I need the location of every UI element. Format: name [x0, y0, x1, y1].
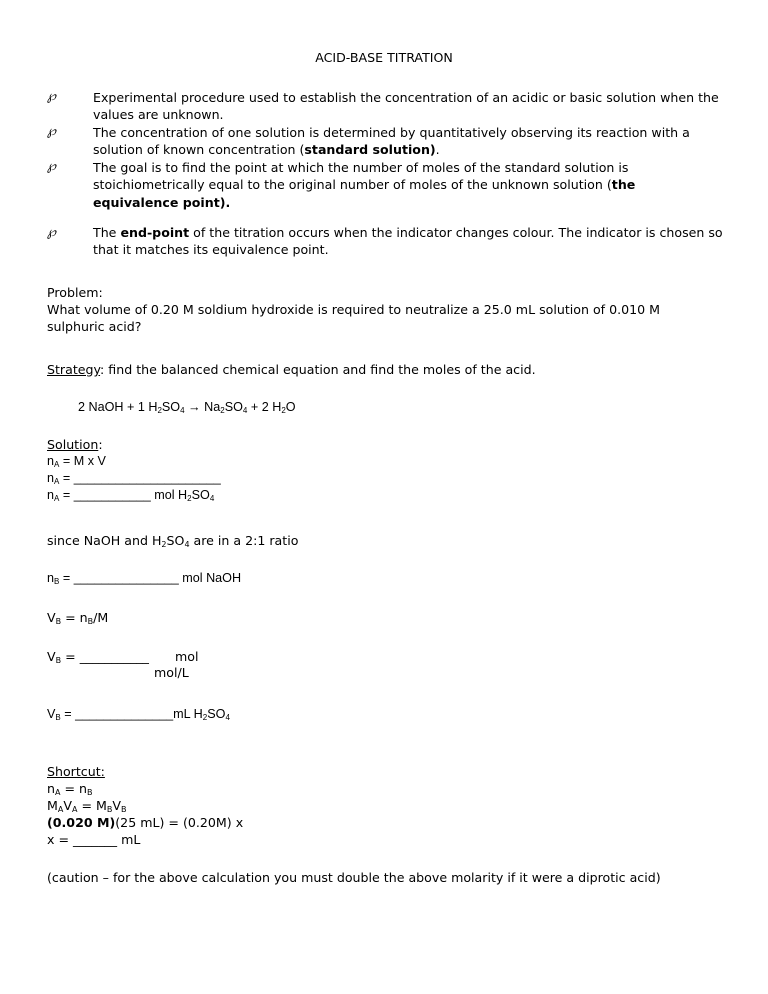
solution-line: $n_A$ = ___________ mol $H_2SO_4$: [47, 488, 215, 503]
bullet-icon: ℘: [47, 124, 57, 139]
strategy-label: Strategy: [47, 362, 101, 377]
fraction-numerator: mol: [175, 649, 199, 664]
solution-line: $n_A = M$ x V: [47, 454, 106, 469]
strategy-line: Strategy: find the balanced chemical equation and find the moles of the acid.: [47, 362, 536, 377]
shortcut-label: Shortcut:: [47, 764, 105, 779]
volume-formula: $V_B = n_B/M$: [47, 610, 109, 626]
shortcut-line: x = _______ mL: [47, 832, 141, 847]
moles-base-line: $n_B$ = _______________ mol NaOH: [47, 571, 242, 586]
shortcut-line: $n_A = n_B$: [47, 781, 93, 797]
solution-line: $n_A$ = _____________________: [47, 471, 221, 486]
solution-label: Solution:: [47, 437, 103, 452]
bullet-icon: ℘: [47, 159, 57, 174]
page-title: ACID-BASE TITRATION: [315, 50, 453, 65]
problem-text: sulphuric acid?: [47, 319, 142, 334]
bullet-icon: ℘: [47, 225, 57, 240]
bullet-icon: ℘: [47, 89, 57, 104]
bullet-paragraph: The goal is to find the point at which the number of moles of the standard solution is stoichiometrically equal to the original number of moles of the unknown solution (the equivalence point).: [93, 160, 636, 210]
shortcut-line: $M_AV_A = M_BV_B$: [47, 798, 127, 814]
chemical-equation: 2 NaOH + 1 $H_2SO_4 \to Na_2SO_4 + 2$ $H_2O$: [78, 400, 296, 415]
bullet-paragraph: The concentration of one solution is determined by quantitatively observing its reaction with a solution of known concentration (standard solution).: [93, 125, 690, 158]
volume-fraction: $V_B$ = ___________: [47, 649, 149, 665]
shortcut-line: (0.020 M)(25 mL) = (0.20M) x: [47, 815, 244, 830]
problem-text: What volume of 0.20 M soldium hydroxide is required to neutralize a 25.0 mL solution of 0.010 M: [47, 302, 661, 317]
problem-label: Problem:: [47, 285, 103, 300]
arrow-icon: →: [184, 400, 205, 414]
bullet-paragraph: The end-point of the titration occurs when the indicator changes colour. The indicator is chosen so that it matches its equivalence point.: [93, 225, 723, 258]
caution-note: (caution – for the above calculation you must double the above molarity if it were a diprotic acid): [47, 870, 661, 885]
ratio-line: since NaOH and $H_2SO_4$ are in a 2:1 ratio: [47, 533, 299, 549]
fraction-denominator: mol/L: [154, 665, 189, 680]
volume-result-line: $V_B$ = ______________mL $H_2SO_4$: [47, 707, 230, 722]
bullet-paragraph: Experimental procedure used to establish the concentration of an acidic or basic solution when the values are unknown.: [93, 90, 719, 123]
